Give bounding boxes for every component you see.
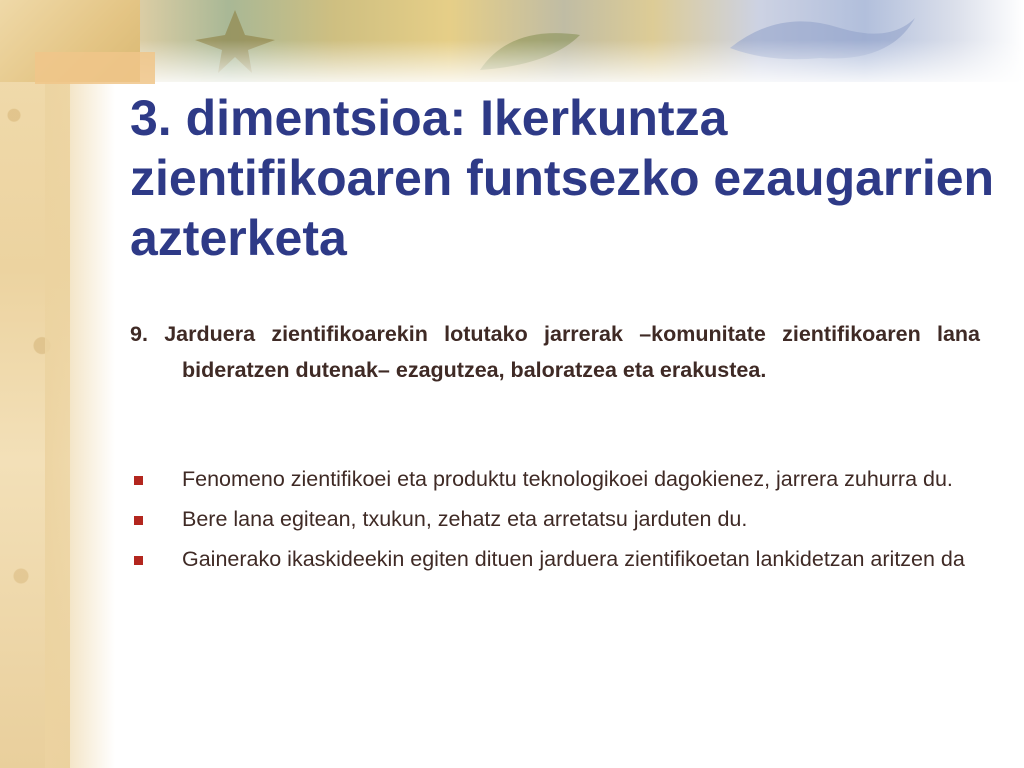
slide-title: 3. dimentsioa: Ikerkuntza zientifikoaren funtsezko ezaugarrien azterketa (130, 90, 995, 266)
banner-fade (140, 40, 1024, 82)
list-item (130, 462, 980, 496)
square-bullet-icon (134, 476, 143, 485)
list-item-text: Gainerako ikaskideekin egiten dituen jarduera zientifikoetan lankidetzan aritzen da (182, 547, 965, 571)
list-item-text: Fenomeno zientifikoei eta produktu teknologikoei dagokienez, jarrera zuhurra du. (182, 467, 953, 491)
background-fade (45, 0, 115, 768)
accent-bar (35, 52, 155, 84)
list-item (130, 502, 980, 536)
list-item-text: Bere lana egitean, txukun, zehatz eta arretatsu jarduten du. (182, 507, 748, 531)
numbered-objective: 9. Jarduera zientifikoarekin lotutako jarrerak –komunitate zientifikoaren lana bideratzen dutenak– ezagutzea, baloratzea eta erakustea. (130, 322, 980, 382)
bullet-list (130, 462, 980, 582)
square-bullet-icon (134, 556, 143, 565)
square-bullet-icon (134, 516, 143, 525)
list-item (130, 542, 980, 576)
